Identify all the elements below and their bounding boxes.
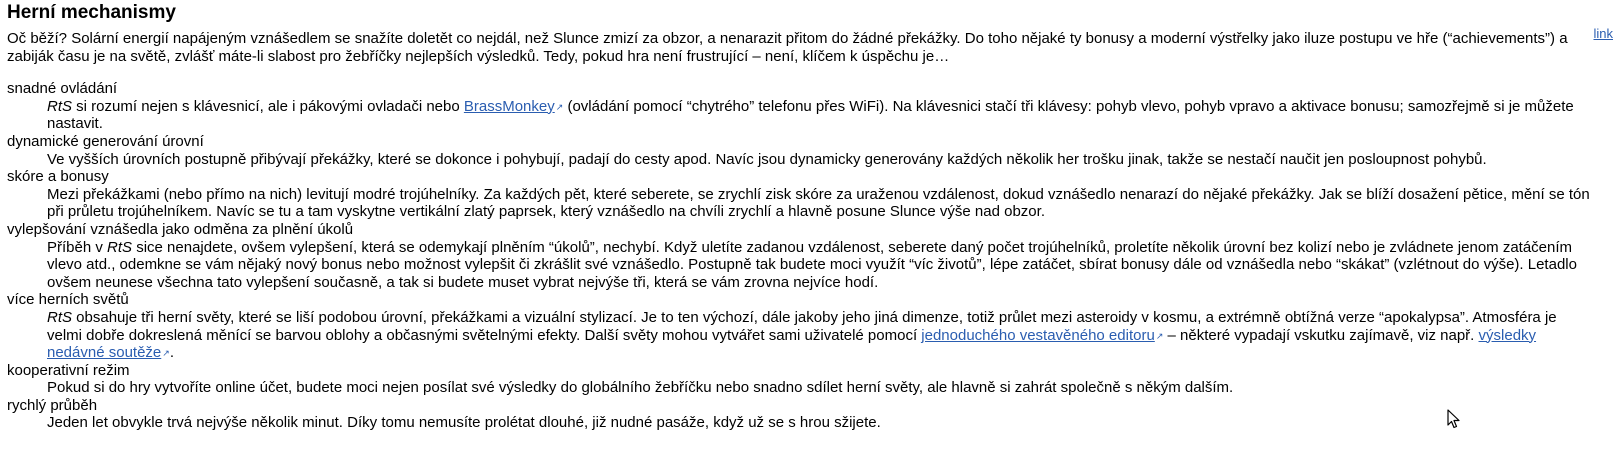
external-link-icon: ↗ [1155, 330, 1164, 341]
external-link-icon: ↗ [162, 348, 170, 359]
feature-term-quick-play: rychlý průběh [7, 396, 98, 414]
def-text: obsahuje tři herní světy, které se liší podobou úrovní, překážkami a vizuální stylizací. Je to ten výchozí, dále jakoby jeho jiná dimenze, totiž průlet mezi asteroidy v kosmu, a extrémně obtížná verze “apokalypsa”. Atmosféra je velmi dobře dokreslená měnící se barvou oblohy a občasnými světelnými efekty. Další světy mohou vytvářet sami uživatelé pomocí [47, 308, 1557, 344]
brassmonkey-link[interactable]: BrassMonkey [463, 97, 555, 115]
feature-def-level-generation: Ve vyšších úrovních postupně přibývají překážky, které se dokonce i pohybují, padají do cesty apod. Navíc jsou dynamicky generovány každých několik her trošku jinak, takže se nestačí naučit jen posloupnost pohybů. [47, 150, 1487, 168]
game-abbr: RtS [107, 238, 133, 256]
def-text: Příběh v [47, 238, 108, 256]
game-abbr: RtS [47, 97, 73, 115]
feature-term-upgrades: vylepšování vznášedla jako odměna za plnění úkolů [7, 220, 354, 238]
editor-link[interactable]: jednoduchého vestavěného editoru [921, 326, 1155, 344]
feature-def-coop: Pokud si do hry vytvoříte online účet, budete moci nejen posílat své výsledky do globálního žebříčku nebo snadno sdílet herní světy, ale hlavně si zahrát společně s někým dalším. [47, 379, 1234, 397]
feature-list [7, 80, 1592, 432]
def-text: sice nenajdete, ovšem vylepšení, která se odemykají plněním “úkolů”, nechybí. Když uletíte zadanou vzdálenost, seberete daný počet trojúhelníků, proletíte několik úrovní bez kolizí nebo je zvládnete jenom zatáčením vlevo atd., odemkne se vám nějaký nový bonus nebo možnost vylepšit či zkrášlit své vznášedlo. Postupně tak budete moci využít “víc životů”, lépe zatáčet, sbírat bonusy dále od vznášedla nebo “skákat” (vzlétnout do výše). Letadlo ovšem neunese všechna tato vylepšení současně, a tak si budete muset vybrat nejvýše tři, která se vám zrovna nejvíce hodí. [47, 238, 1577, 291]
def-text: – některé vypadají vskutku zajímavě, viz např. [1163, 326, 1479, 344]
external-link-icon: ↗ [555, 101, 564, 112]
feature-term-score-bonuses: skóre a bonusy [7, 168, 109, 186]
feature-def-worlds [47, 309, 1592, 362]
feature-def-upgrades [47, 239, 1592, 292]
intro-paragraph: Oč běží? Solární energií napájeným vznášedlem se snažíte doletět co nejdál, než Slunce zmizí za obzor, a nenarazit přitom do žádné překážky. Do toho nějaké ty bonusy a moderní výstřelky jako iluze postupu ve hře (“achievements”) a zabiják času je na světě, zvlášť máte-li slabost pro žebříčky nejlepších výsledků. Tedy, pokud hra není frustrující – není, klíčem k úspěchu je… [7, 30, 1568, 65]
game-abbr: RtS [47, 308, 73, 326]
feature-term-worlds: více herních světů [7, 291, 129, 309]
feature-def-quick-play: Jeden let obvykle trvá nejvýše několik minut. Díky tomu nemusíte prolétat dlouhé, již nudné pasáže, když už se s hrou sžijete. [47, 414, 881, 432]
feature-def-score-bonuses: Mezi překážkami (nebo přímo na nich) levitují modré trojúhelníky. Za každých pět, které seberete, se zrychlí zisk skóre za uraženou vzdálenost, dokud vznášedlo nenarazí do nějaké překážky. Jak se blíží dosažení pětice, mění se tón při průletu trojúhelníkem. Navíc se tu a tam vyskytne vertikální zlatý paprsek, který vznášedlo na chvíli zrychlí a hlavně posune Slunce výše nad obzor. [47, 185, 1590, 221]
contest-results-link[interactable]: výsledky nedávné soutěže [47, 326, 1537, 362]
feature-term-controls: snadné ovládání [7, 80, 118, 98]
mouse-pointer-icon [1447, 409, 1461, 429]
def-text: (ovládání pomocí “chytrého” telefonu přes WiFi). Na klávesnici stačí tři klávesy: pohyb vlevo, pohyb vpravo a aktivace bonusu; samozřejmě si je můžete nastavit. [47, 97, 1574, 133]
feature-def-controls [47, 98, 1592, 133]
def-text: . [169, 344, 174, 362]
feature-term-level-generation: dynamické generování úrovní [7, 132, 204, 150]
section-heading: Herní mechanismy [7, 2, 176, 23]
side-link[interactable]: link [1593, 26, 1613, 41]
def-text: si rozumí nejen s klávesnicí, ale i pákovými ovladači nebo [72, 97, 464, 115]
feature-term-coop: kooperativní režim [7, 361, 130, 379]
